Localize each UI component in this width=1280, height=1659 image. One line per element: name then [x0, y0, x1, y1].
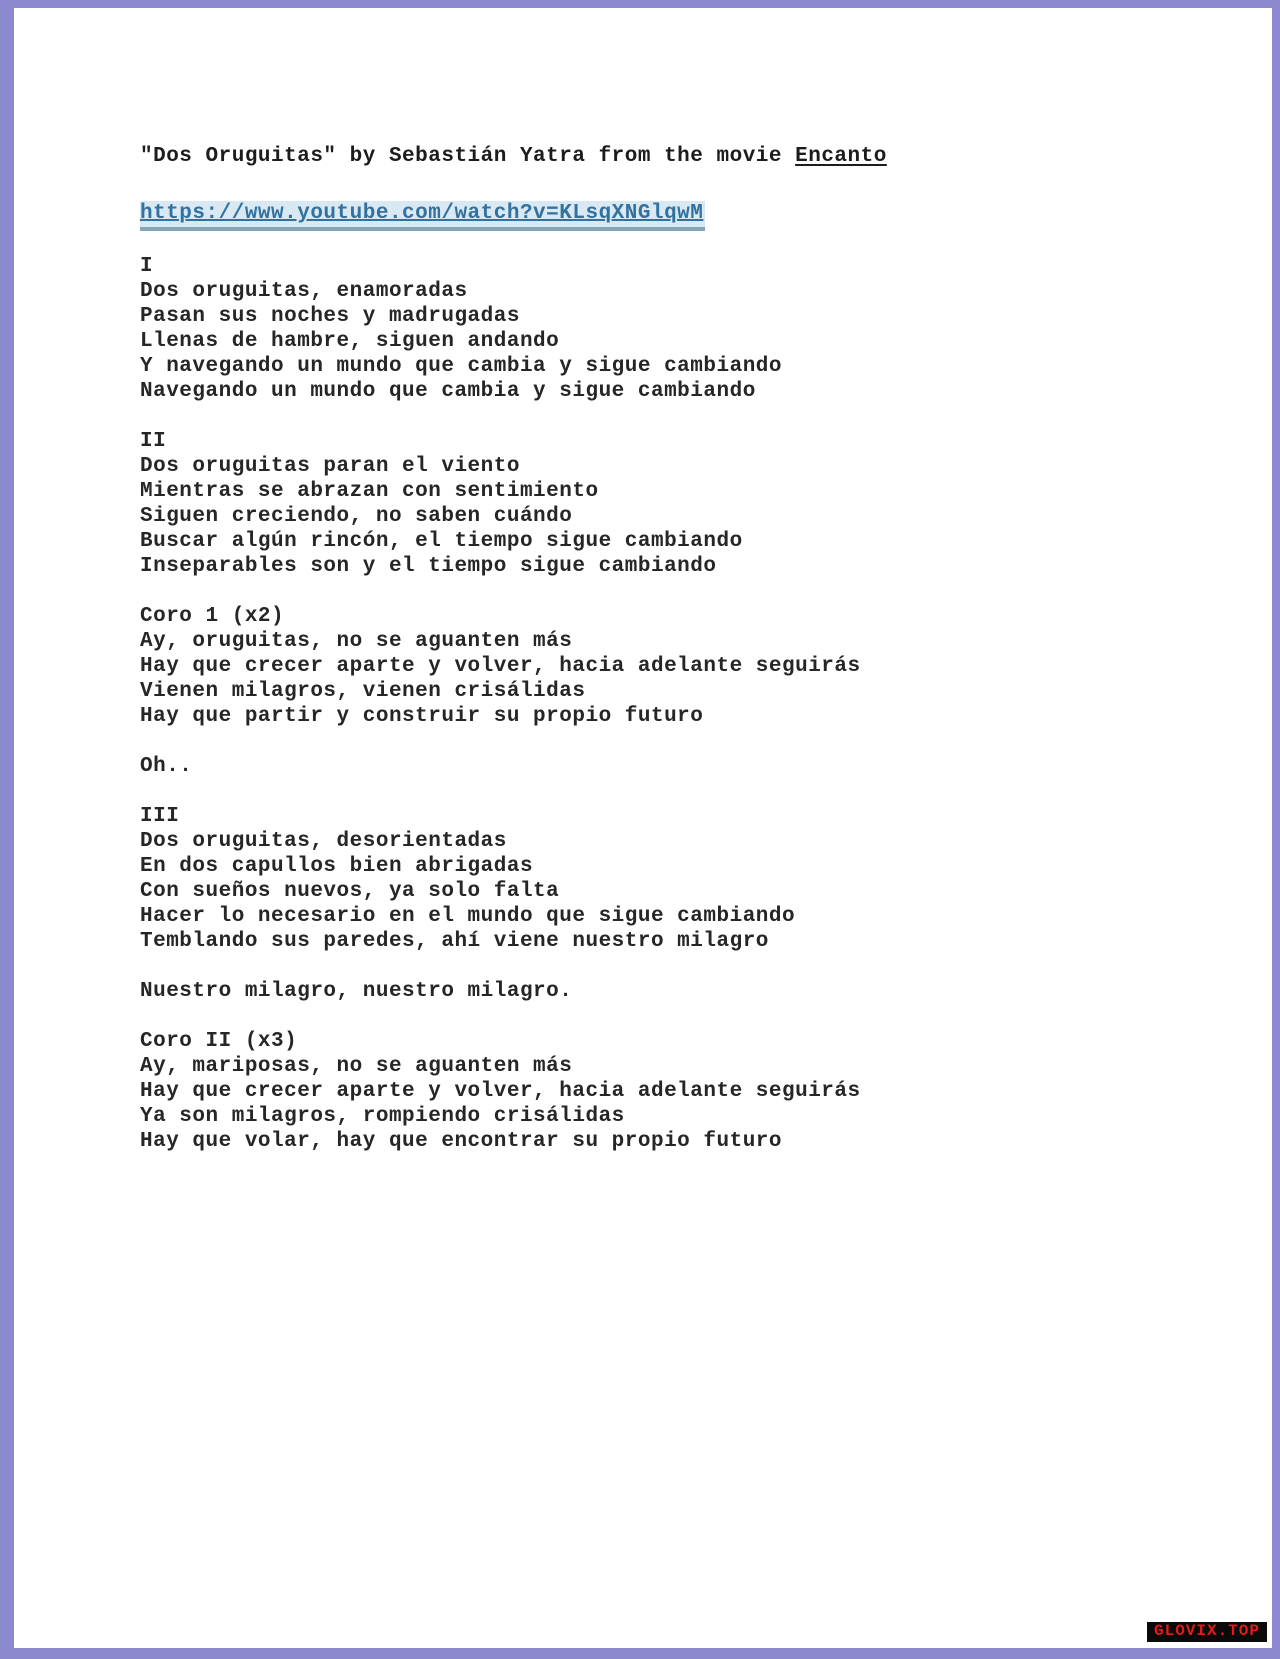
section-label: II	[140, 430, 167, 453]
section-label: III	[140, 805, 180, 828]
lyric-line: Navegando un mundo que cambia y sigue cambiando	[140, 380, 756, 403]
lyric-line: Dos oruguitas paran el viento	[140, 455, 520, 478]
lyric-line: Inseparables son y el tiempo sigue cambiando	[140, 555, 717, 578]
youtube-link[interactable]: https://www.youtube.com/watch?v=KLsqXNGlqwM	[140, 201, 705, 231]
section-label: I	[140, 255, 154, 278]
lyric-line: Ay, oruguitas, no se aguanten más	[140, 630, 573, 653]
chorus-2	[140, 1029, 1232, 1154]
lyric-line: Temblando sus paredes, ahí viene nuestro milagro	[140, 930, 769, 953]
lyric-line: Y navegando un mundo que cambia y sigue cambiando	[140, 355, 783, 378]
lyric-line: Ay, mariposas, no se aguanten más	[140, 1055, 573, 1078]
lyric-line: Hacer lo necesario en el mundo que sigue cambiando	[140, 905, 796, 928]
lyric-line: Mientras se abrazan con sentimiento	[140, 480, 599, 503]
lyric-line: Ya son milagros, rompiendo crisálidas	[140, 1105, 625, 1128]
lyric-line: Oh..	[140, 755, 193, 778]
lyric-line: Hay que volar, hay que encontrar su propio futuro	[140, 1130, 783, 1153]
chorus-1	[140, 604, 1232, 729]
verse-3	[140, 804, 1232, 954]
lyric-line: Siguen creciendo, no saben cuándo	[140, 505, 573, 528]
lyric-line: Nuestro milagro, nuestro milagro.	[140, 980, 573, 1003]
lyric-line: Hay que crecer aparte y volver, hacia adelante seguirás	[140, 1080, 861, 1103]
song-title-text: "Dos Oruguitas" by Sebastián Yatra from the movie	[140, 145, 796, 168]
lyric-line: Vienen milagros, vienen crisálidas	[140, 680, 586, 703]
document-page	[14, 8, 1272, 1648]
lyric-line: Llenas de hambre, siguen andando	[140, 330, 560, 353]
interlude-oh	[140, 754, 1232, 779]
lyric-line: Hay que crecer aparte y volver, hacia adelante seguirás	[140, 655, 861, 678]
lyric-line: Buscar algún rincón, el tiempo sigue cambiando	[140, 530, 743, 553]
section-label: Coro II (x3)	[140, 1030, 298, 1053]
section-label: Coro 1 (x2)	[140, 605, 285, 628]
verse-1	[140, 254, 1232, 404]
song-title	[140, 144, 1232, 169]
lyric-line: En dos capullos bien abrigadas	[140, 855, 534, 878]
lyrics-document	[140, 144, 1232, 1179]
lyric-line: Con sueños nuevos, ya solo falta	[140, 880, 560, 903]
lyric-line: Dos oruguitas, desorientadas	[140, 830, 507, 853]
lyric-line: Hay que partir y construir su propio futuro	[140, 705, 704, 728]
movie-name: Encanto	[795, 145, 887, 168]
link-row	[140, 201, 1232, 231]
lyric-line: Dos oruguitas, enamoradas	[140, 280, 468, 303]
watermark-badge: GLOVIX.TOP	[1147, 1622, 1267, 1642]
verse-2	[140, 429, 1232, 579]
lyric-line: Pasan sus noches y madrugadas	[140, 305, 520, 328]
interlude-milagro	[140, 979, 1232, 1004]
